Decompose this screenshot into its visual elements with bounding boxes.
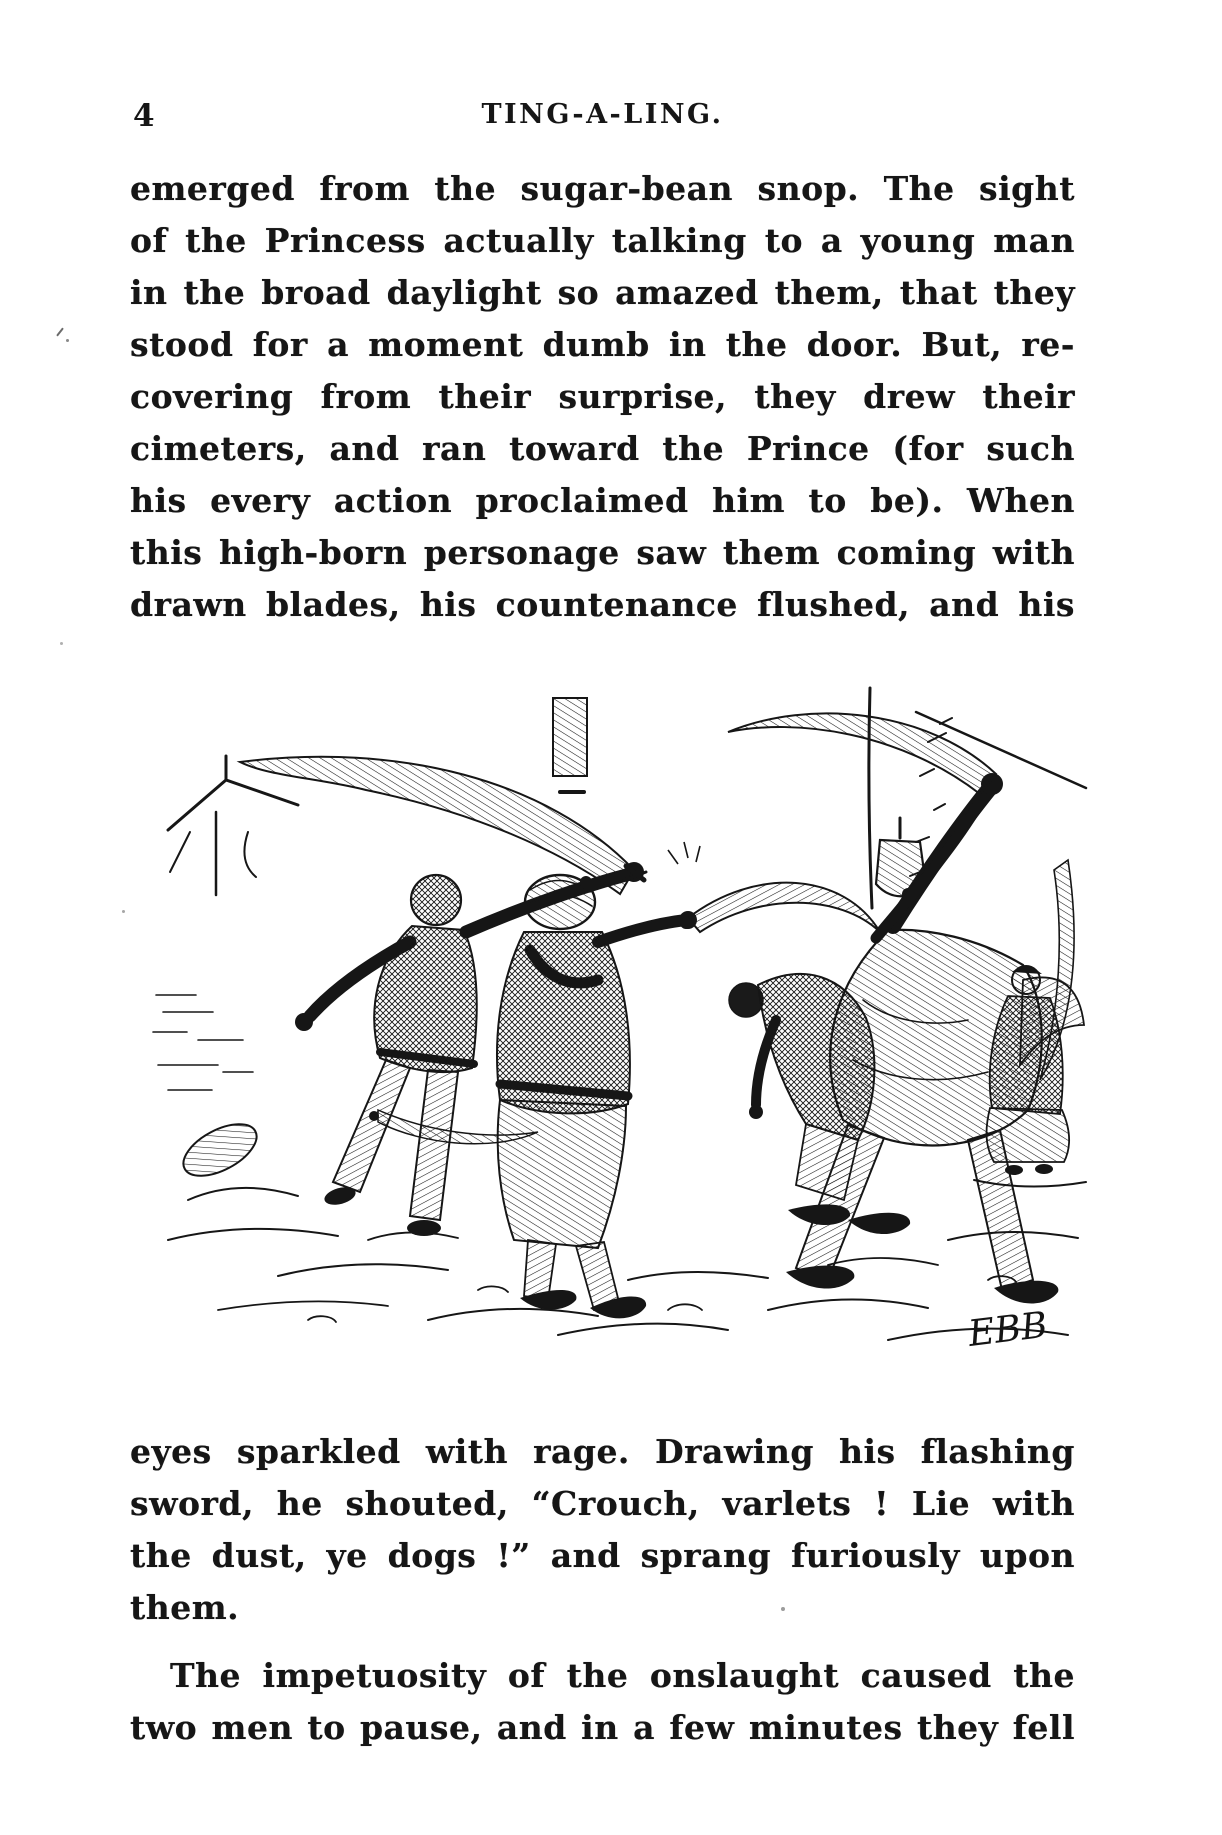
text-line: sword, he shouted, “Crouch, varlets ! Lie with (130, 1484, 1075, 1523)
text-line: drawn blades, his countenance flushed, and his (130, 585, 1075, 624)
text-line: cimeters, and ran toward the Prince (for such (130, 429, 1075, 468)
text-line: two men to pause, and in a few minutes they fell (130, 1708, 1075, 1747)
scan-speck (122, 910, 125, 913)
artist-signature: EBB (966, 1304, 1050, 1355)
text-line: them. (130, 1588, 240, 1627)
page-number: 4 (133, 98, 155, 134)
scan-speck (781, 1607, 785, 1611)
fallen-shield (175, 1114, 264, 1187)
text-line: his every action proclaimed him to be). When (130, 481, 1075, 520)
text-line: The impetuosity of the onslaught caused the (170, 1656, 1075, 1695)
paragraph-top (130, 163, 1075, 631)
text-line: covering from their surprise, they drew their (130, 377, 1075, 416)
page-header (130, 96, 1075, 136)
text-line: of the Princess actually talking to a young man (130, 221, 1075, 260)
running-title: TING-A-LING. (481, 99, 724, 130)
scimitar-left (240, 757, 646, 894)
text-line: the dust, ye dogs !” and sprang furiously upon (130, 1536, 1075, 1575)
scan-speck (66, 339, 69, 342)
paragraph-last (130, 1650, 1075, 1754)
scan-speck (56, 327, 64, 336)
paragraph-bottom (130, 1426, 1075, 1634)
text-line: in the broad daylight so amazed them, that they (130, 273, 1075, 312)
text-line: stood for a moment dumb in the door. But, re- (130, 325, 1075, 364)
engraving-illustration (128, 680, 1088, 1380)
text-line: emerged from the sugar-bean snop. The sight (130, 169, 1075, 208)
turbaned-figure-center (497, 875, 697, 1318)
scan-speck (60, 642, 63, 645)
scimitar-center (668, 842, 880, 932)
text-line: this high-born personage saw them coming with (130, 533, 1075, 572)
text-line: eyes sparkled with rage. Drawing his flashing (130, 1432, 1075, 1471)
